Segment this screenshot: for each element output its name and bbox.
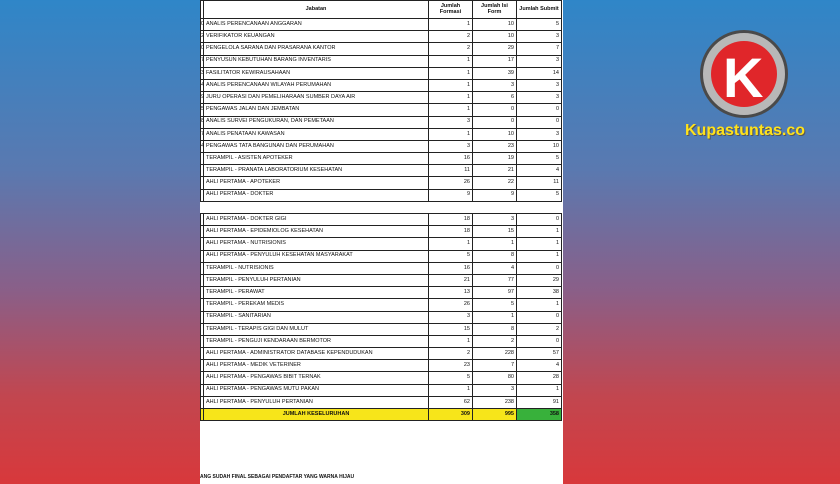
- row-formasi: 18: [429, 226, 473, 238]
- table-row: [201, 67, 562, 79]
- row-formasi: 18: [429, 214, 473, 226]
- row-isi-form: 39: [473, 67, 517, 79]
- row-jabatan: TERAMPIL - ASISTEN APOTEKER: [204, 153, 429, 165]
- row-isi-form: 77: [473, 274, 517, 286]
- header-jabatan: Jabatan: [204, 1, 429, 19]
- table-total: [201, 409, 562, 421]
- row-submit: 3: [517, 79, 562, 91]
- row-formasi: 1: [429, 335, 473, 347]
- table-row: [201, 348, 562, 360]
- row-formasi: 26: [429, 177, 473, 189]
- row-number: 5: [201, 104, 204, 116]
- row-isi-form: 17: [473, 55, 517, 67]
- row-isi-form: 10: [473, 128, 517, 140]
- total-row: [201, 409, 562, 421]
- table-row: [201, 153, 562, 165]
- row-isi-form: 3: [473, 79, 517, 91]
- table-row: [201, 274, 562, 286]
- row-isi-form: 6: [473, 92, 517, 104]
- table-row: [201, 372, 562, 384]
- table-row: [201, 116, 562, 128]
- row-submit: 5: [517, 19, 562, 31]
- row-isi-form: 21: [473, 165, 517, 177]
- row-formasi: 16: [429, 262, 473, 274]
- row-isi-form: 238: [473, 396, 517, 408]
- row-submit: 0: [517, 116, 562, 128]
- row-submit: 0: [517, 104, 562, 116]
- table-row: [201, 360, 562, 372]
- row-submit: 29: [517, 274, 562, 286]
- table-row: [201, 311, 562, 323]
- row-isi-form: 0: [473, 104, 517, 116]
- row-isi-form: 23: [473, 140, 517, 152]
- table-row: [201, 19, 562, 31]
- row-jabatan: PENGAWAS JALAN DAN JEMBATAN: [204, 104, 429, 116]
- row-formasi: 1: [429, 128, 473, 140]
- table-header-row: [201, 1, 562, 19]
- row-formasi: 11: [429, 165, 473, 177]
- row-formasi: 26: [429, 299, 473, 311]
- row-number: 4: [201, 79, 204, 91]
- row-formasi: 1: [429, 67, 473, 79]
- row-submit: 3: [517, 128, 562, 140]
- row-formasi: 1: [429, 92, 473, 104]
- row-isi-form: 1: [473, 311, 517, 323]
- table-body-top: [201, 19, 562, 202]
- row-formasi: 3: [429, 311, 473, 323]
- kupastuntas-logo: [700, 30, 788, 118]
- row-formasi: 1: [429, 384, 473, 396]
- row-jabatan: AHLI PERTAMA - MEDIK VETERINER: [204, 360, 429, 372]
- row-submit: 2: [517, 323, 562, 335]
- row-formasi: 21: [429, 274, 473, 286]
- row-number: 7: [201, 55, 204, 67]
- table-row: [201, 226, 562, 238]
- row-isi-form: 22: [473, 177, 517, 189]
- row-formasi: 23: [429, 360, 473, 372]
- row-submit: 38: [517, 287, 562, 299]
- row-formasi: 16: [429, 153, 473, 165]
- row-jabatan: TERAMPIL - PENYULUH PERTANIAN: [204, 274, 429, 286]
- row-jabatan: AHLI PERTAMA - NUTRISIONIS: [204, 238, 429, 250]
- header-jumlah-formasi: Jumlah Formasi: [429, 1, 473, 19]
- row-jabatan: TERAMPIL - PERAWAT: [204, 287, 429, 299]
- row-jabatan: AHLI PERTAMA - PENYULUH KESEHATAN MASYARAKAT: [204, 250, 429, 262]
- row-submit: 4: [517, 165, 562, 177]
- row-isi-form: 8: [473, 250, 517, 262]
- row-submit: 91: [517, 396, 562, 408]
- row-jabatan: ANALIS SURVEI PENGUKURAN, DAN PEMETAAN: [204, 116, 429, 128]
- row-jabatan: ANALIS PERENCANAAN ANGGARAN: [204, 19, 429, 31]
- row-formasi: 3: [429, 116, 473, 128]
- table-row: [201, 128, 562, 140]
- row-isi-form: 3: [473, 214, 517, 226]
- row-formasi: 1: [429, 55, 473, 67]
- row-jabatan: TERAMPIL - PENGUJI KENDARAAN BERMOTOR: [204, 335, 429, 347]
- row-formasi: 5: [429, 372, 473, 384]
- row-isi-form: 1: [473, 238, 517, 250]
- row-formasi: 1: [429, 104, 473, 116]
- row-isi-form: 80: [473, 372, 517, 384]
- table-row: [201, 262, 562, 274]
- row-submit: 3: [517, 92, 562, 104]
- row-jabatan: AHLI PERTAMA - PENGAWAS BIBIT TERNAK: [204, 372, 429, 384]
- row-jabatan: TERAMPIL - PEREKAM MEDIS: [204, 299, 429, 311]
- row-formasi: 13: [429, 287, 473, 299]
- row-jabatan: AHLI PERTAMA - PENGAWAS MUTU PAKAN: [204, 384, 429, 396]
- blank-gap: [201, 201, 562, 213]
- row-number: 9: [201, 92, 204, 104]
- logo-letter: K: [723, 46, 764, 109]
- row-submit: 1: [517, 226, 562, 238]
- row-jabatan: TERAMPIL - PRANATA LABORATORIUM KESEHATAN: [204, 165, 429, 177]
- row-number: 7: [201, 128, 204, 140]
- row-jabatan: PENGAWAS TATA BANGUNAN DAN PERUMAHAN: [204, 140, 429, 152]
- row-isi-form: 7: [473, 360, 517, 372]
- logo-badge: [711, 41, 777, 107]
- table-body-bottom: [201, 214, 562, 409]
- formasi-table: [200, 0, 562, 421]
- row-submit: 3: [517, 31, 562, 43]
- row-formasi: 62: [429, 396, 473, 408]
- row-jabatan: FASILITATOR KEWIRAUSAHAAN: [204, 67, 429, 79]
- table-row: [201, 79, 562, 91]
- total-formasi: 309: [429, 409, 473, 421]
- row-submit: 0: [517, 335, 562, 347]
- row-submit: 7: [517, 43, 562, 55]
- row-jabatan: AHLI PERTAMA - DOKTER GIGI: [204, 214, 429, 226]
- row-isi-form: 29: [473, 43, 517, 55]
- row-jabatan: AHLI PERTAMA - DOKTER: [204, 189, 429, 201]
- row-formasi: 9: [429, 189, 473, 201]
- table-row: [201, 396, 562, 408]
- row-isi-form: 3: [473, 384, 517, 396]
- row-isi-form: 228: [473, 348, 517, 360]
- total-label: JUMLAH KESELURUHAN: [204, 409, 429, 421]
- row-isi-form: 97: [473, 287, 517, 299]
- row-formasi: 2: [429, 43, 473, 55]
- row-formasi: 1: [429, 238, 473, 250]
- row-number: 3: [201, 67, 204, 79]
- row-formasi: 15: [429, 323, 473, 335]
- row-submit: 4: [517, 360, 562, 372]
- table-row: [201, 43, 562, 55]
- row-submit: 57: [517, 348, 562, 360]
- spreadsheet-sheet: [200, 0, 563, 484]
- row-formasi: 5: [429, 250, 473, 262]
- row-formasi: 3: [429, 140, 473, 152]
- table-row: [201, 384, 562, 396]
- table-row: [201, 238, 562, 250]
- row-isi-form: 8: [473, 323, 517, 335]
- row-number: 8: [201, 116, 204, 128]
- row-submit: 0: [517, 214, 562, 226]
- row-jabatan: AHLI PERTAMA - APOTEKER: [204, 177, 429, 189]
- table-row: [201, 165, 562, 177]
- footer-note: ANG SUDAH FINAL SEBAGAI PENDAFTAR YANG WARNA HIJAU: [200, 474, 355, 480]
- row-submit: 10: [517, 140, 562, 152]
- table-row: [201, 55, 562, 67]
- row-number: 0: [201, 43, 204, 55]
- row-isi-form: 15: [473, 226, 517, 238]
- row-jabatan: PENYUSUN KEBUTUHAN BARANG INVENTARIS: [204, 55, 429, 67]
- row-submit: 11: [517, 177, 562, 189]
- row-submit: 5: [517, 153, 562, 165]
- row-submit: 1: [517, 299, 562, 311]
- row-isi-form: 10: [473, 19, 517, 31]
- row-formasi: 2: [429, 348, 473, 360]
- row-number: 2: [201, 31, 204, 43]
- table-row: [201, 104, 562, 116]
- total-submit: 358: [517, 409, 562, 421]
- table-row: [201, 92, 562, 104]
- row-formasi: 1: [429, 19, 473, 31]
- row-jabatan: TERAMPIL - NUTRISIONIS: [204, 262, 429, 274]
- row-jabatan: VERIFIKATOR KEUANGAN: [204, 31, 429, 43]
- row-jabatan: PENGELOLA SARANA DAN PRASARANA KANTOR: [204, 43, 429, 55]
- row-jabatan: ANALIS PERENCANAAN WILAYAH PERUMAHAN: [204, 79, 429, 91]
- table-row: [201, 250, 562, 262]
- table-row: [201, 189, 562, 201]
- table-row: [201, 31, 562, 43]
- row-submit: 28: [517, 372, 562, 384]
- row-submit: 1: [517, 238, 562, 250]
- row-formasi: 2: [429, 31, 473, 43]
- table-row: [201, 214, 562, 226]
- row-isi-form: 5: [473, 299, 517, 311]
- header-jumlah-isi-form: Jumlah Isi Form: [473, 1, 517, 19]
- row-submit: 14: [517, 67, 562, 79]
- row-isi-form: 10: [473, 31, 517, 43]
- row-isi-form: 0: [473, 116, 517, 128]
- row-isi-form: 2: [473, 335, 517, 347]
- row-submit: 5: [517, 189, 562, 201]
- header-jumlah-submit: Jumlah Submit: [517, 1, 562, 19]
- table-row: [201, 299, 562, 311]
- row-isi-form: 9: [473, 189, 517, 201]
- row-submit: 1: [517, 384, 562, 396]
- row-number: 0: [201, 19, 204, 31]
- table-row: [201, 177, 562, 189]
- row-formasi: 1: [429, 79, 473, 91]
- row-jabatan: TERAMPIL - TERAPIS GIGI DAN MULUT: [204, 323, 429, 335]
- row-isi-form: 19: [473, 153, 517, 165]
- row-submit: 0: [517, 262, 562, 274]
- logo-wordmark: Kupastuntas.co: [685, 122, 806, 139]
- table-row: [201, 140, 562, 152]
- total-isi-form: 995: [473, 409, 517, 421]
- table-row: [201, 287, 562, 299]
- row-number: 4: [201, 140, 204, 152]
- table-row: [201, 323, 562, 335]
- row-jabatan: JURU OPERASI DAN PEMELIHARAAN SUMBER DAYA AIR: [204, 92, 429, 104]
- row-jabatan: AHLI PERTAMA - PENYULUH PERTANIAN: [204, 396, 429, 408]
- row-jabatan: TERAMPIL - SANITARIAN: [204, 311, 429, 323]
- row-jabatan: AHLI PERTAMA - EPIDEMIOLOG KESEHATAN: [204, 226, 429, 238]
- row-isi-form: 4: [473, 262, 517, 274]
- row-submit: 3: [517, 55, 562, 67]
- row-jabatan: AHLI PERTAMA - ADMINISTRATOR DATABASE KEPENDUDUKAN: [204, 348, 429, 360]
- row-submit: 0: [517, 311, 562, 323]
- row-jabatan: ANALIS PENATAAN KAWASAN: [204, 128, 429, 140]
- table-row: [201, 335, 562, 347]
- row-submit: 1: [517, 250, 562, 262]
